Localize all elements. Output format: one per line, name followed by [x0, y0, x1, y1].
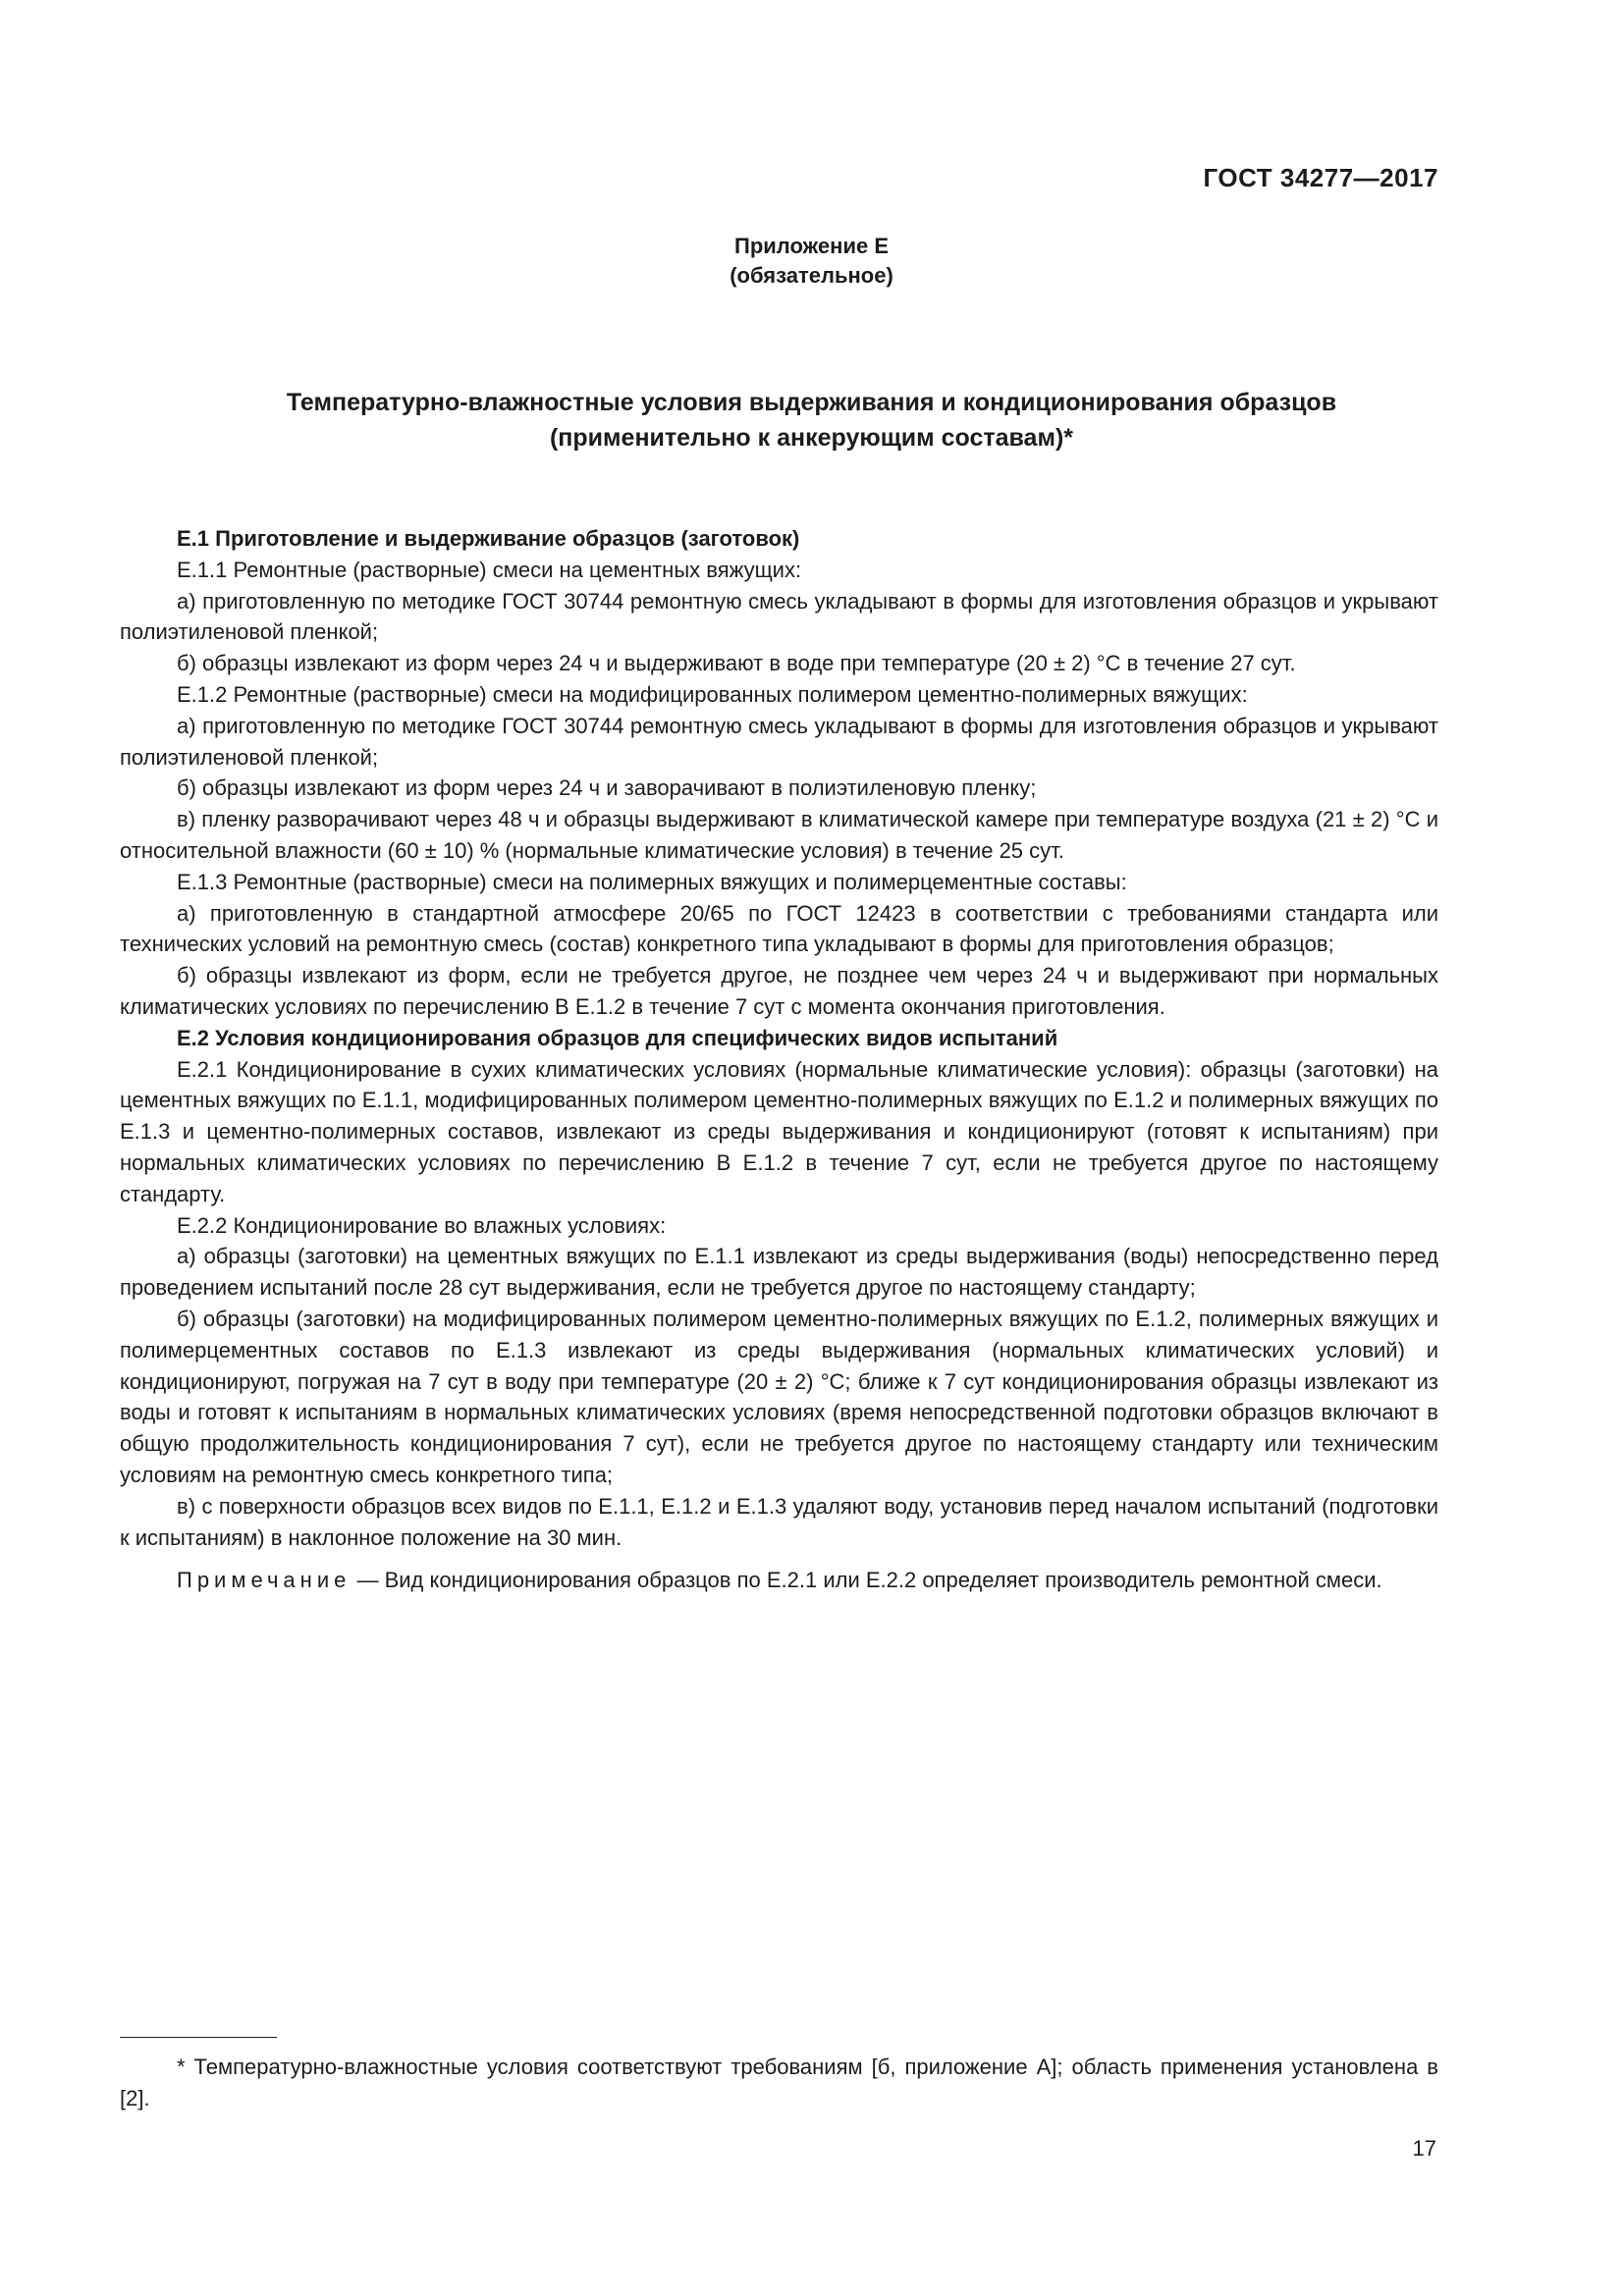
footnote: * Температурно-влажностные условия соответствуют требованиям [б, приложение А]; область применения установлена в [2]. — [120, 2055, 1438, 2110]
annex-title — [137, 385, 1486, 455]
clause-e-1-1: Е.1.1 Ремонтные (растворные) смеси на цементных вяжущих: — [177, 557, 802, 582]
annex-label: Приложение Е — [734, 234, 889, 258]
note-text: — Вид кондиционирования образцов по Е.2.1 или Е.2.2 определяет производитель ремонтной смеси. — [351, 1568, 1382, 1593]
list-item-e-1-2-v: в) пленку разворачивают через 48 ч и образцы выдерживают в климатической камере при температуре воздуха (21 ± 2) °С и относительной влажности (60 ± 10) % (нормальные климатические условия) в течение 25 сут. — [120, 807, 1438, 863]
clause-e-2-1: Е.2.1 Кондиционирование в сухих климатических условиях (нормальные климатические условия): образцы (заготовки) на цементных вяжущих по Е.1.1, модифицированных полимером цементно-полимерных вяжущих по Е.1.2 и полимерных вяжущих по Е.1.3 и цементно-полимерных составов, извлекают из среды выдерживания и кондиционируют (готовят к испытаниям) при нормальных климатических условиях по перечислению В Е.1.2 в течение 7 сут, если не требуется другое по настоящему стандарту. — [120, 1056, 1438, 1206]
clause-e-1-2: Е.1.2 Ремонтные (растворные) смеси на модифицированных полимером цементно-полимерных вяжущих: — [177, 681, 1248, 707]
list-item-e-1-3-a: а) приготовленную в стандартной атмосфере 20/65 по ГОСТ 12423 в соответствии с требованиями стандарта или технических условий на ремонтную смесь (состав) конкретного типа укладывают в формы для приготовления образцов; — [120, 900, 1438, 957]
annex-status: (обязательное) — [730, 263, 893, 288]
list-item-e-1-1-a: а) приготовленную по методике ГОСТ 30744 ремонтную смесь укладывают в формы для изготовления образцов и укрывают полиэтиленовой пленкой; — [120, 588, 1438, 645]
clause-e-2-2: Е.2.2 Кондиционирование во влажных условиях: — [177, 1212, 667, 1238]
annex-heading — [0, 232, 1623, 291]
list-item-e-1-1-b: б) образцы извлекают из форм через 24 ч и выдерживают в воде при температуре (20 ± 2) °С в течение 27 сут. — [177, 651, 1296, 676]
list-item-e-2-2-b: б) образцы (заготовки) на модифицированных полимером цементно-полимерных вяжущих по Е.1.2, полимерных вяжущих и полимерцементных составов по Е.1.3 извлекают из среды выдерживания (нормальных климатических условий) и кондиционируют, погружая на 7 сут в воду при температуре (20 ± 2) °С; ближе к 7 сут кондиционирования образцы извлекают из воды и готовят к испытаниям в нормальных климатических условиях (время непосредственной подготовки образцов включают в общую продолжительность кондиционирования 7 сут), если не требуется другое по настоящему стандарту или техническим условиям на ремонтную смесь конкретного типа; — [120, 1306, 1438, 1487]
note-paragraph — [120, 1565, 1438, 1596]
list-item-e-2-2-a: а) образцы (заготовки) на цементных вяжущих по Е.1.1 извлекают из среды выдерживания (воды) непосредственно перед проведением испытаний после 28 сут выдерживания, если не требуется другое по настоящему стандарту; — [120, 1244, 1438, 1301]
section-heading-e1: Е.1 Приготовление и выдерживание образцов (заготовок) — [177, 526, 800, 551]
list-item-e-2-2-v: в) с поверхности образцов всех видов по Е.1.1, Е.1.2 и Е.1.3 удаляют воду, установив перед началом испытаний (подготовки к испытаниям) в наклонное положение на 30 мин. — [120, 1493, 1438, 1550]
body-text — [120, 523, 1438, 1596]
annex-title-line-2: (применительно к анкерующим составам)* — [549, 424, 1073, 452]
list-item-e-1-3-b: б) образцы извлекают из форм, если не требуется другое, не позднее чем через 24 ч и выдерживают при нормальных климатических условиях по перечислению В Е.1.2 в течение 7 сут с момента окончания приготовления. — [120, 963, 1438, 1019]
annex-title-line-1: Температурно-влажностные условия выдерживания и кондиционирования образцов — [286, 389, 1337, 416]
list-item-e-1-2-b: б) образцы извлекают из форм через 24 ч и заворачивают в полиэтиленовую пленку; — [177, 775, 1037, 801]
standard-code: ГОСТ 34277—2017 — [1203, 163, 1438, 192]
section-heading-e2: Е.2 Условия кондиционирования образцов для специфических видов испытаний — [177, 1025, 1058, 1050]
page-number: 17 — [1412, 2136, 1436, 2161]
note-label: Примечание — [177, 1568, 352, 1593]
list-item-e-1-2-a: а) приготовленную по методике ГОСТ 30744 ремонтную смесь укладывают в формы для изготовления образцов и укрывают полиэтиленовой пленкой; — [120, 713, 1438, 770]
clause-e-1-3: Е.1.3 Ремонтные (растворные) смеси на полимерных вяжущих и полимерцементные составы: — [177, 869, 1127, 894]
footnote-divider — [120, 2037, 277, 2038]
